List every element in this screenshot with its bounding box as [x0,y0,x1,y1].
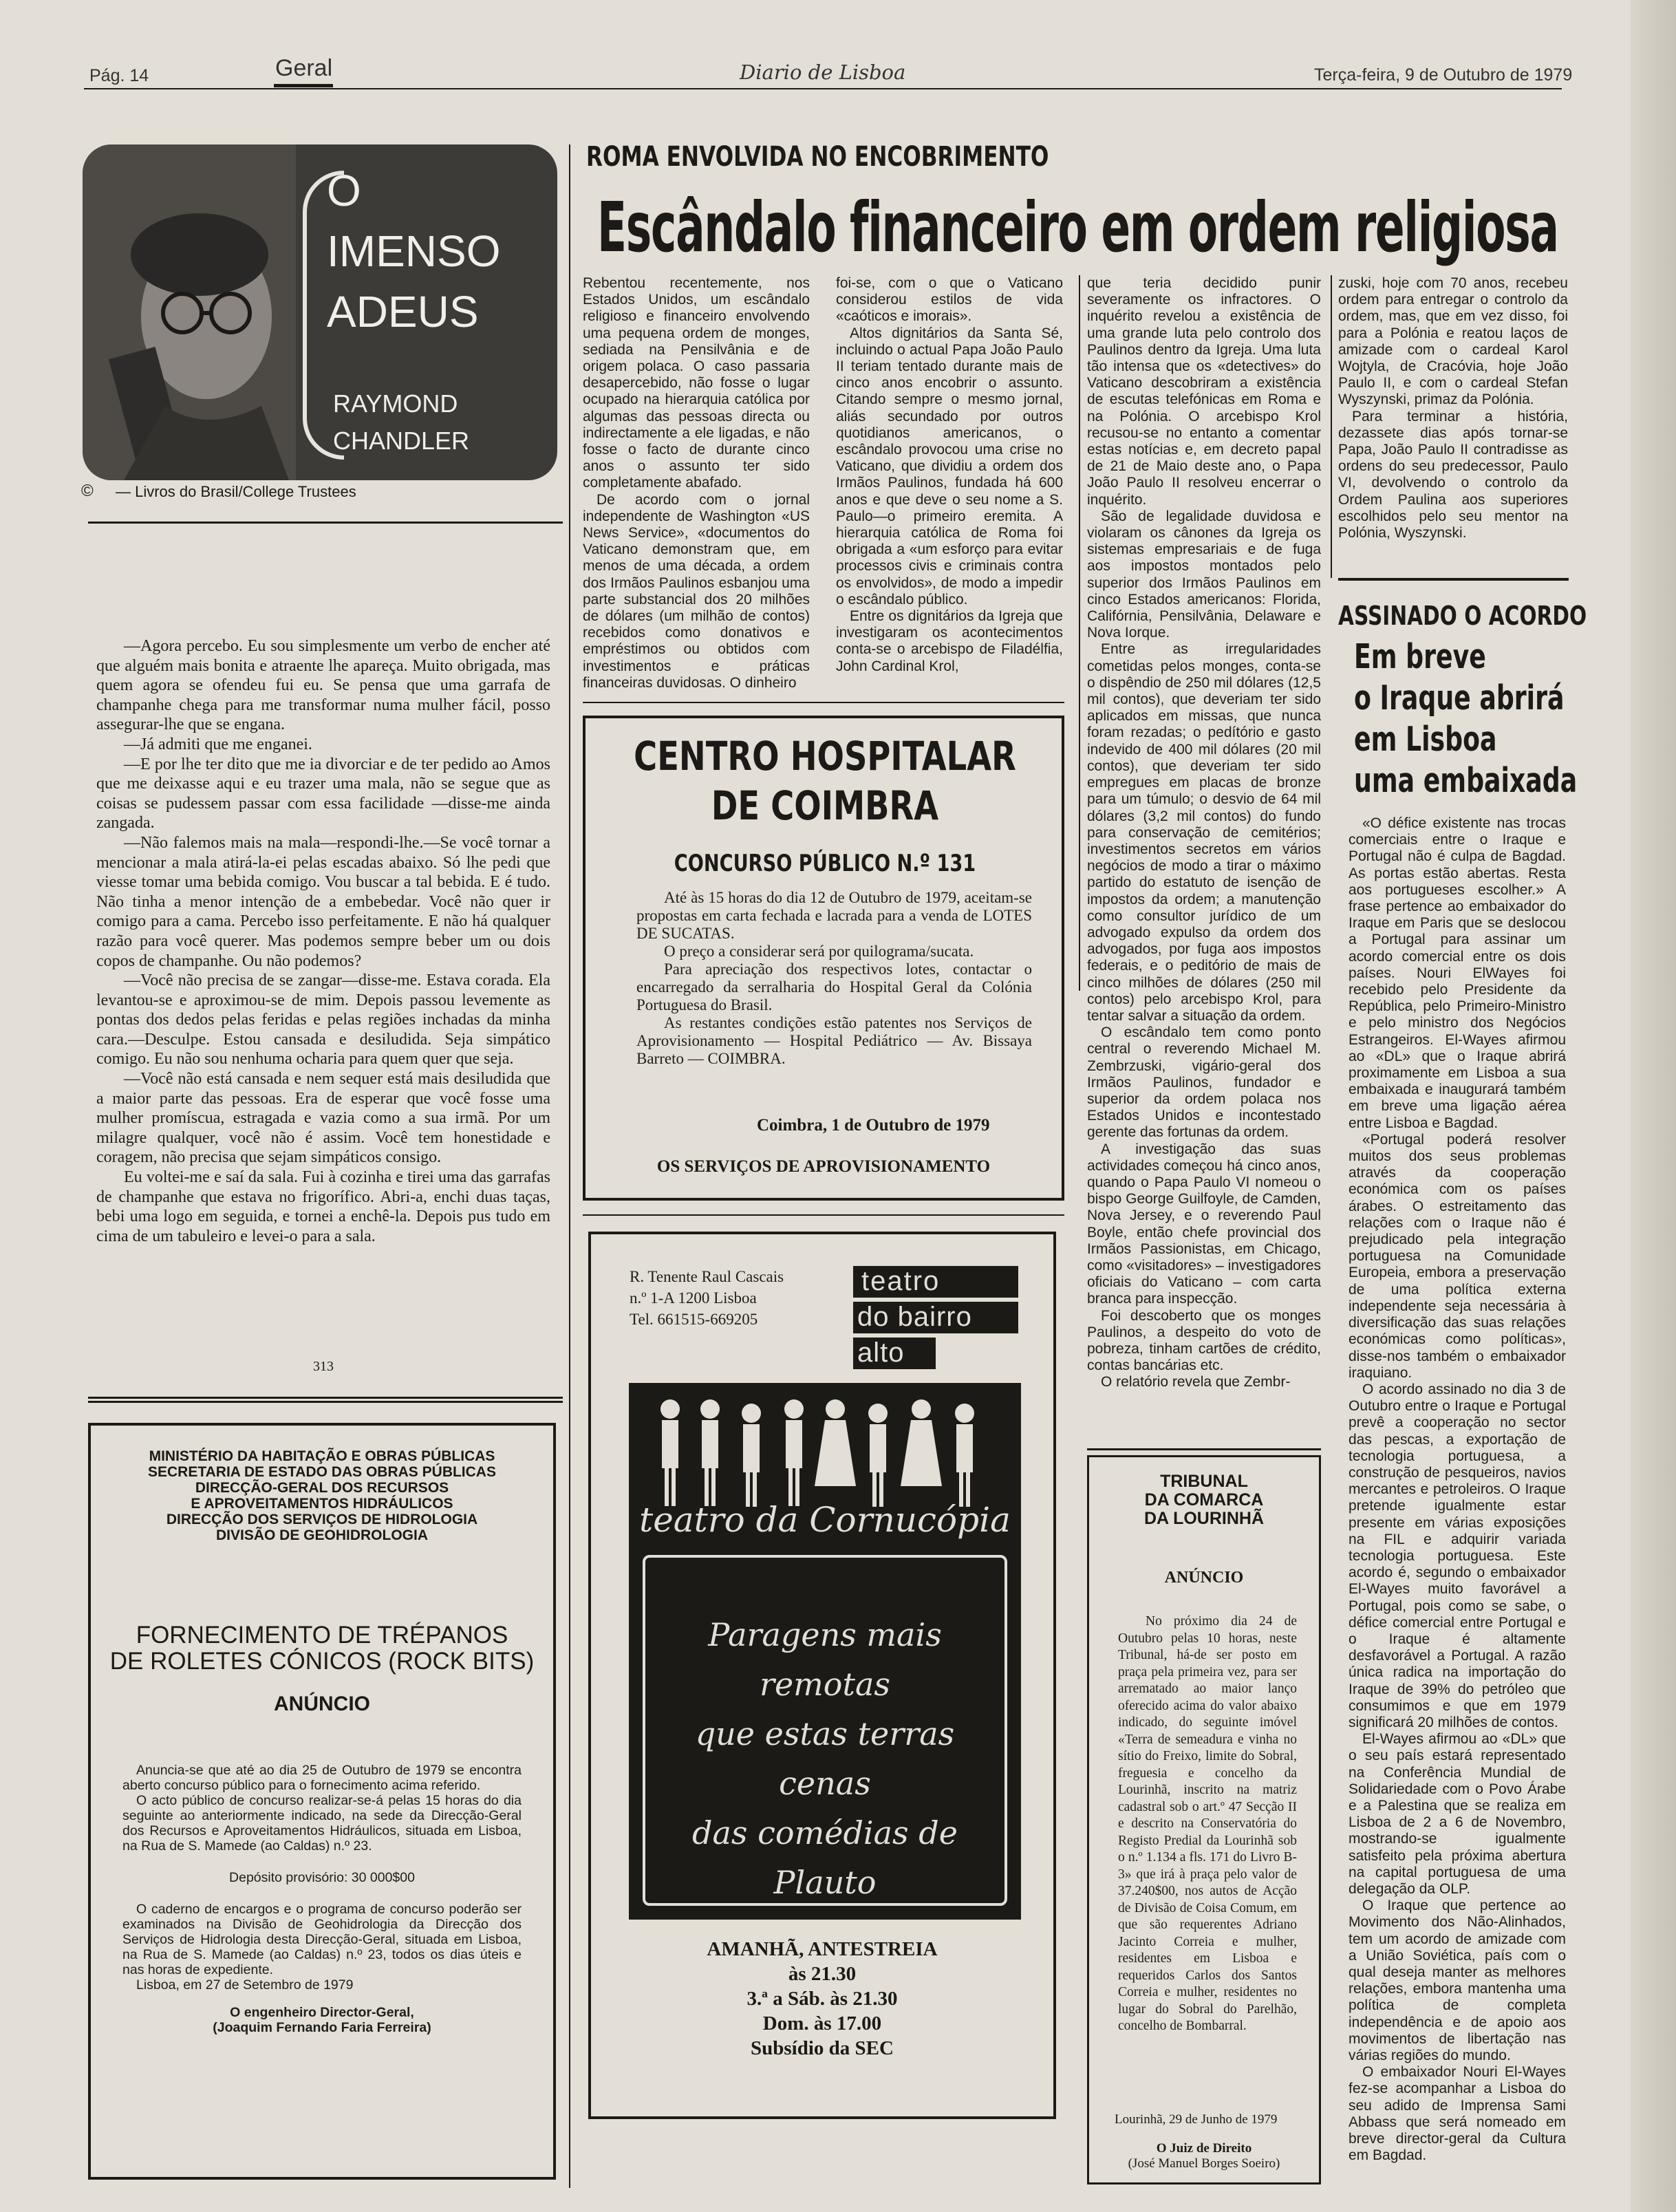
iraq-headline: Em breve o Iraque abrirá em Lisboa uma embaixada [1354,637,1578,800]
book-author-line1: RAYMOND [333,389,458,418]
excerpt-page-number: 313 [313,1359,334,1374]
theatre-schedule: AMANHÃ, ANTESTREIA às 21.30 3.ª a Sáb. às 21.30 Dom. às 17.00 Subsídio da SEC [707,1938,938,2059]
novel-paragraph: —Já admiti que me enganei. [124,735,312,753]
tribunal-anuncio: ANÚNCIO [1164,1569,1244,1587]
tribunal-signature: O Juiz de Direito (José Manuel Borges Soeiro) [1128,2141,1280,2171]
story-column-1: Rebentou recentemente, nos Estados Unidos, um escândalo religioso e financeiro envolvendo uma pequena ordem de monges, sediada na Pensilvânia e de origem polaca. O caso passaria desapercebido, não fosse o lugar ocupado na hierarquia católica por algumas das pessoas directa ou indirectamente a ele ligadas, e não fosse o facto de durante cinco anos o assunto ter sido completamente abafado. De acordo com o jornal independente de Washington «US News Service», «documentos do Vaticano demonstram que, em menos de uma década, a ordem dos Irmãos Paulinos esbanjou uma parte substancial dos 20 milhões de dólares (um milhão de contos) recebidos como donativos e empréstimos ou obtidos com investimentos e práticas financeiras duvidosas. O dinheiro [583,275,810,689]
copyright-symbol: © [81,482,94,500]
tribunal-date: Lourinhã, 29 de Junho de 1979 [1115,2112,1278,2127]
story-headline: Escândalo financeiro em ordem religiosa [597,187,1558,268]
iraq-body: «O défice existente nas trocas comerciais entre o Iraque e Portugal não é culpa de Bagdad. As portas estão abertas. Resta aos portugueses escolher.» A frase pertence ao embaixador do Iraque em Paris que se deslocou a Portugal para assinar um acordo comercial entre os dois países. Nouri ElWayes foi recebido pelo Presidente da República, pelo Primeiro-Ministro e pelo ministro dos Negócios Estrangeiros. El-Wayes afirmou ao «DL» que o Iraque abrirá proximamente em Lisboa a sua embaixada e inaugurará também em breve uma ligação aérea entre Lisboa e Bagdad. «Portugal poderá resolver muitos dos seus problemas através da cooperação económica com os países árabes. O estreitamento das relações com o Iraque não é prejudicado pela integração portuguesa na Comunidade Europeia, embora a preservação de uma política externa independente seja necessária à diversificação das suas relações económicas como políticas», disse-nos também o embaixador iraquiano. O acordo assinado no dia 3 de Outubro entre o Iraque e Portugal prevê a cooperação no sector das pescas, a exportação de tecnologia portuguesa, a construção de pesqueiros, navios mercantes e petroleiros. O Iraque pretende igualmente estar presente em várias exposições na FIL e adquirir variada tecnologia portuguesa. Este acordo é, segundo o embaixador El-Wayes muito favorável a Portugal, pois como se sabe, o défice comercial entre Portugal e o Iraque é altamente desfavorável a Portugal. A razão única radica na importação do Iraque de 39% do petróleo que consumimos e que em 1979 significará 20 milhões de contos. El-Wayes afirmou ao «DL» que o seu país estará representado na Conferência Mundial de Solidariedade com o Povo Árabe e a Palestina que se realiza em Lisboa de 2 a 6 de Novembro, mostrando-se igualmente satisfeito pela próxima abertura na capital portuguesa de uma delegação da OLP. O Iraque que pertence ao Movimento dos Não-Alinhados, tem um acordo de amizade com a União Soviética, país com o qual deseja manter as melhores relações, embora mantenha uma política de completa independência e de apoio aos movimentos de libertação nas várias regiões do mundo. O embaixador Nouri El-Wayes fez-se acompanhar a Lisboa do seu adido de Imprensa Sami Abbass que será nomeado em breve director-geral da Cultura em Bagdad. [1349,815,1566,2164]
book-title-line1: O [327,166,361,215]
show-title: Paragens mais remotas que estas terras cenas das comédias de Plauto [692,1616,958,1901]
page-number: Pág. 14 [89,66,149,85]
theatre-poster [629,1383,1021,1920]
story-column-2: foi-se, com o que o Vaticano considerou estilos de vida «caóticos e imorais». Altos dignitários da Santa Sé, incluindo o actual Papa João Paulo II teriam tentado durante mais de cinco anos encobrir o assunto. Citando sempre o mesmo jornal, aliás secundado por outros quotidianos americanos, o escândalo provocou uma crise no Vaticano, que dividiu a ordem dos Irmãos Paulinos, fundada há 600 anos e que deve o seu nome a S. Paulo—o primeiro eremita. A hierarquia católica de Roma foi obrigada a «um esforço para evitar processos civis e criminais contra os envolvidos», de modo a impedir o escândalo público. Entre os dignitários da Igreja que investigaram os acontecimentos conta-se o arcebispo de Filadélfia, John Cardinal Krol, [836,275,1063,674]
ministry-title: FORNECIMENTO DE TRÉPANOS DE ROLETES CÓNICOS (ROCK BITS) [109,1622,535,1675]
theatre-address: R. Tenente Raul Cascais n.º 1-A 1200 Lisboa Tel. 661515-669205 [630,1268,784,1328]
hospital-title: CENTRO HOSPITALAR DE COIMBRA [634,733,1016,829]
tribunal-title: TRIBUNAL DA COMARCA DA LOURINHÃ [1143,1472,1265,1528]
section-name: Geral [275,55,333,81]
story-kicker: ROMA ENVOLVIDA NO ENCOBRIMENTO [586,141,1049,173]
novel-paragraph: —Não falemos mais na mala—respondi-lhe.—Se você tornar a mencionar a mala atirá-la-ei pelas escadas abaixo. Só lhe pedi que viesse tomar uma bebida comigo. Vou buscar a tal bebida. E é tudo. Não tinha a menor intenção de a embebedar. Você não quer ir comigo para a cama. Percebo isso perfeitamente. E não há qualquer razão para você querer. Mas podemos sempre beber um ou dois copos de champanhe. Ou não podemos? [96,833,550,970]
novel-excerpt [96,636,550,1342]
theatre-company-name: teatro da Cornucópia [639,1500,1011,1540]
iraq-kicker: ASSINADO O ACORDO [1338,601,1587,631]
novel-paragraph: —Você não precisa de se zangar—disse-me. Estava corada. Ela levantou-se e aproximou-se de mim. Depois passou levemente as pontas dos dedos pelas feridas e pelas regiões inchadas da minha cara.—Desculpe. Estou cansada e desiludida. Seja simpático comigo. Eu não sou nenhuma ocharia para quem quer que seja. [96,971,550,1069]
novel-paragraph: —E por lhe ter dito que me ia divorciar e de ter pedido ao Amos que me deixasse aqui e eu trazer uma mala, não se segue que as coisas se pudessem passar com essa facilidade —disse-me ainda zangada. [96,755,550,833]
book-title-line3: ADEUS [327,287,479,336]
masthead: Diario de Lisboa [740,61,906,84]
novel-paragraph: —Agora percebo. Eu sou simplesmente um verbo de encher até que alguém mais bonita e atraente lhe apareça. Muito obrigada, mas quem agora se ofendeu fui eu. Se pensa que uma garrafa de champanhe chega para me transformar numa mulher fácil, posso assegurar-lhe que se engana. [96,637,550,734]
author-portrait [83,144,296,480]
book-credit: — Livros do Brasil/College Trustees [116,483,356,500]
novel-paragraph: Eu voltei-me e saí da sala. Fui à cozinha e tirei uma das garrafas de champanhe que estava no frigorífico. Abri-a, enchi duas taças, bebi uma logo em seguida, e tornei a enchê-la. Depois pus tudo em cima de um tabuleiro e levei-o para a sala. [96,1168,550,1245]
ministry-header: MINISTÉRIO DA HABITAÇÃO E OBRAS PÚBLICAS SECRETARIA DE ESTADO DAS OBRAS PÚBLICAS DIRECÇÃO-GERAL DOS RECURSOS E APROVEITAMENTOS HIDRÁULICOS DIRECÇÃO DOS SERVIÇOS DE HIDROLOGIA DIVISÃO DE GEOHIDROLOGIA [148,1448,496,1543]
book-banner [83,144,557,480]
issue-date: Terça-feira, 9 de Outubro de 1979 [1314,65,1573,85]
hospital-date: Coimbra, 1 de Outubro de 1979 [757,1116,990,1135]
novel-paragraph: —Você não está cansada e nem sequer está mais desiludida que a maior parte das pessoas. Era de esperar que você fosse uma mulher promíscua, estragada e vazia como a sua irmã. Por um milagre qualquer, você não é assim. Você tem honestidade e coragem, não precisa que sejam simpáticos consigo. [96,1070,550,1167]
hospital-tender: CONCURSO PÚBLICO N.º 131 [674,850,976,877]
hospital-body: Até às 15 horas do dia 12 de Outubro de 1979, aceitam-se propostas em carta fechada e lacrada para a venda de LOTES DE SUCATAS. O preço a considerar será por quilograma/sucata. Para apreciação dos respectivos lotes, contactar o encarregado da serralharia do Hospital Geral da Colónia Portuguesa do Brasil. As restantes condições estão patentes nos Serviços de Aprovisionamento — Hospital Pediátrico — Av. Bissaya Barreto — COIMBRA. [636,889,1032,1067]
book-author-line2: CHANDLER [333,427,470,455]
hospital-signature: OS SERVIÇOS DE APROVISIONAMENTO [656,1157,991,1176]
ministry-body: Anuncia-se que até ao dia 25 de Outubro de 1979 se encontra aberto concurso público para o fornecimento acima referido. O acto público de concurso realizar-se-á pelas 15 horas do dia seguinte ao anteriormente indicado, na sede da Direcção-Geral dos Recursos e Aproveitamentos Hidráulicos, situada em Lisboa, na Rua de S. Mamede (ao Caldas) n.º 23. Depósito provisório: 30 000$00 O caderno de encargos e o programa de concurso poderão ser examinados na Divisão de Geohidrologia da Direcção dos Serviços de Hidrologia desta Direcção-Geral, situada em Lisboa, na Rua de S. Mamede (ao Caldas) n.º 23, todos os dias úteis e nas horas de expediente. Lisboa, em 27 de Setembro de 1979 O engenheiro Director-Geral, (Joaquim Fernando Faria Ferreira) [122,1763,522,2035]
book-title-line2: IMENSO [327,226,501,276]
story-column-3: que teria decidido punir severamente os infractores. O inquérito revelou a existência de uma grande luta pelo controlo dos Paulinos dentro da Igreja. Uma luta tão intensa que os «detectives» do Vaticano descobriram a existência de escutas telefónicas em Roma e na Polónia. O arcebispo Krol recusou-se no entanto a comentar estas notícias e, em decreto papal de 21 de Maio deste ano, o Papa João Paulo II resolveu encerrar o inquérito. São de legalidade duvidosa e violaram os cânones da Igreja os sistemas empresariais e de fuga aos impostos montados pelo superior dos Irmãos Paulinos em cinco Estados americanos: Florida, Califórnia, Pensilvânia, Delaware e Nova Iorque. Entre as irregularidades cometidas pelos monges, conta-se o dispêndio de 250 mil dólares (12,5 mil contos), que deveriam ter sido aplicados em missas, que nunca foram rezadas; o pedítório e gasto indevido de 400 mil dólares (20 mil contos), que deveriam ter sido empregues em placas de bronze para um túmulo; o desvio de 64 mil dólares (3,2 mil contos) do fundo para conservação de cemitérios; investimentos secretos em vários negócios de modo a tirar o máximo partido do estatuto de isenção de impostos da ordem; a manutenção como consultor jurídico de um advogado expulso da ordem dos advogados, por fuga aos impostos federais, e o peditório de mais de cinco milhões de dólares (250 mil contos) pelo arcebispo Krol, para tentar salvar a situação da ordem. O escândalo tem como ponto central o reverendo Michael M. Zembrzuski, vigário-geral dos Irmãos Paulinos, fundador e superior da ordem polaca nos Estados Unidos e incontestado gerente das fortunas da ordem. A investigação das suas actividades começou há cinco anos, quando o Papa Paulo VI nomeou o bispo George Guilfoyle, de Camden, Nova Jersey, e o reverendo Paul Boyle, então chefe provincial dos Irmãos Passionistas, em Chicago, como «visitadores» – investigadores oficiais do Vaticano – com carta branca para inspecção. Foi descoberto que os monges Paulinos, a despeito do voto de pobreza, tinham cartões de crédito, contas bancárias etc. O relatório revela que Zembr- [1087,275,1321,1390]
story-column-4: zuski, hoje com 70 anos, recebeu ordem para entregar o controlo da ordem, mas, que em vez disso, foi para a Polónia e reatou laços de amizade com o cardeal Karol Wojtyla, de Cracóvia, hoje João Paulo II, e com o cardeal Stefan Wyszynski, primaz da Polónia. Para terminar a história, dezassete dias após tornar-se Papa, João Paulo II contradisse as ordens do seu predecessor, Paulo VI, devolvendo o controlo da Ordem Paulina aos superiores escolhidos pelo seu mentor na Polónia, Wyszynski. [1338,275,1568,541]
tribunal-body: No próximo dia 24 de Outubro pelas 10 horas, neste Tribunal, há-de ser posto em praça pela primeira vez, para ser arrematado ao maior lanço oferecido acima do valor abaixo indicado, do seguinte imóvel «Terra de semeadura e vinha no sítio do Freixo, limite do Sobral, freguesia e concelho da Lourinhã, inscrito na matriz cadastral sob o art.º 47 Secção II e descrito na Conservatória do Registo Predial da Lourinhã sob o n.º 1.134 a fls. 171 do Livro B-3» que irá à praça pelo valor de 37.240$00, nos autos de Acção de Divisão de Coisa Comum, em que são requerentes Adriano Jacinto Correia e mulher, residentes em Lisboa e requeridos Carlos dos Santos Correia e mulher, residentes no lugar do Sobral do Parelhão, concelho de Bombarral. [1118,1614,1297,2033]
ministry-anuncio: ANÚNCIO [274,1693,370,1715]
